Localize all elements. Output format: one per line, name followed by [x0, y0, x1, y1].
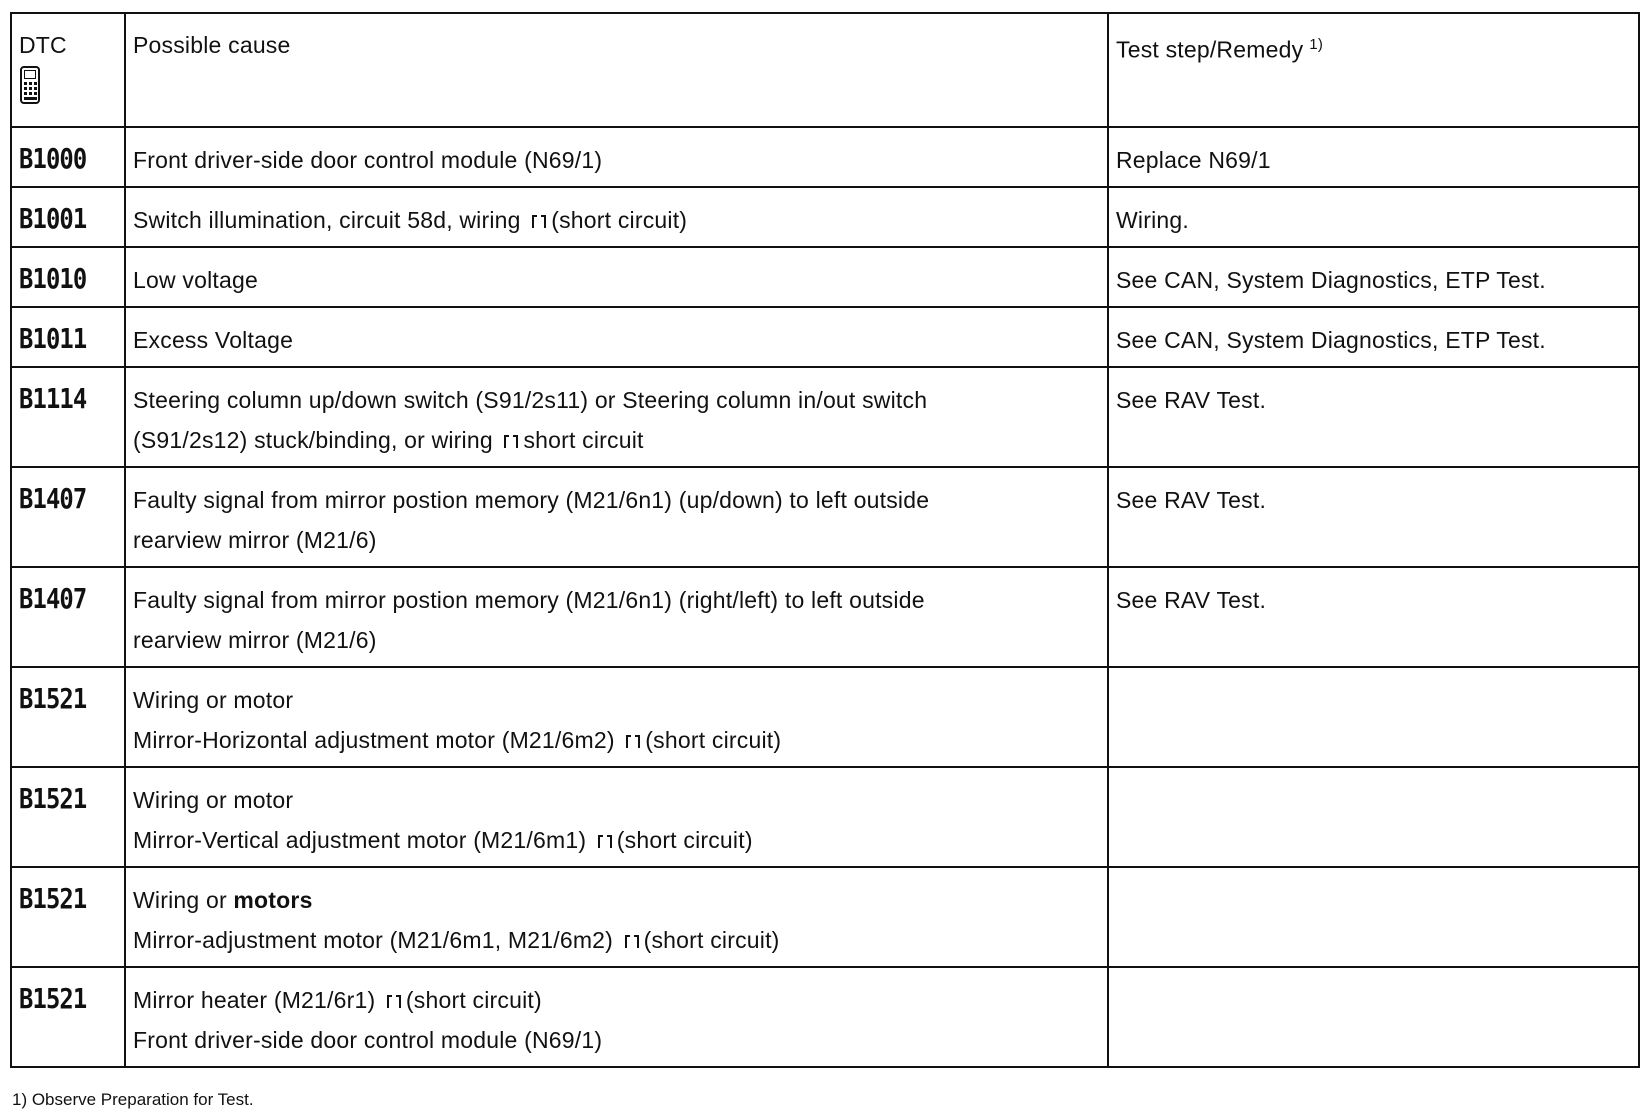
- cause-line: [133, 920, 1100, 960]
- remedy-cell: [1108, 767, 1639, 867]
- dtc-cell: [11, 867, 125, 967]
- remedy-text: Replace N69/1: [1116, 147, 1271, 173]
- header-dtc: [11, 13, 125, 127]
- diagnostic-tester-icon: [19, 66, 41, 104]
- table-row: [11, 467, 1639, 567]
- table-row: [11, 367, 1639, 467]
- table-row: [11, 667, 1639, 767]
- cause-text: Mirror-Horizontal adjustment motor (M21/6m2): [133, 727, 622, 753]
- cause-line: [133, 480, 1100, 520]
- remedy-cell: [1108, 367, 1639, 467]
- table-row: [11, 307, 1639, 367]
- remedy-cell: [1108, 187, 1639, 247]
- footnote: 1) Observe Preparation for Test.: [12, 1090, 254, 1109]
- cause-suffix-text: (short circuit): [551, 207, 688, 233]
- remedy-text: See CAN, System Diagnostics, ETP Test.: [1116, 327, 1546, 353]
- header-remedy-label: Test step/Remedy: [1116, 36, 1304, 63]
- dtc-cell: [11, 767, 125, 867]
- remedy-text: See RAV Test.: [1116, 487, 1267, 513]
- cause-text: Wiring or motor: [133, 787, 294, 813]
- possible-cause-cell: [125, 367, 1108, 467]
- cause-suffix-text: (short circuit): [645, 727, 782, 753]
- cause-text: (S91/2s12) stuck/binding, or wiring: [133, 427, 500, 453]
- cause-line: [133, 380, 1100, 420]
- cause-text: Low voltage: [133, 267, 258, 293]
- cause-text: Faulty signal from mirror postion memory (M21/6n1) (up/down) to left outside: [133, 487, 930, 513]
- dtc-code: B1001: [19, 202, 87, 235]
- possible-cause-cell: [125, 867, 1108, 967]
- cause-suffix-text: (short circuit): [643, 927, 780, 953]
- remedy-cell: [1108, 307, 1639, 367]
- table-row: [11, 967, 1639, 1067]
- table-row: [11, 247, 1639, 307]
- cause-bold-text: motors: [233, 887, 313, 913]
- dtc-code: B1114: [19, 382, 87, 415]
- possible-cause-cell: [125, 467, 1108, 567]
- short-circuit-symbol-icon: [503, 434, 519, 448]
- dtc-code: B1407: [19, 482, 87, 515]
- dtc-cell: [11, 187, 125, 247]
- cause-line: [133, 720, 1100, 760]
- dtc-cell: [11, 967, 125, 1067]
- cause-line: [133, 200, 1100, 240]
- cause-text: Faulty signal from mirror postion memory (M21/6n1) (right/left) to left outside: [133, 587, 925, 613]
- cause-text: rearview mirror (M21/6): [133, 527, 377, 553]
- cause-line: [133, 780, 1100, 820]
- dtc-cell: [11, 667, 125, 767]
- remedy-cell: [1108, 567, 1639, 667]
- footnote-mark: 1): [1309, 36, 1324, 53]
- table-row: [11, 767, 1639, 867]
- cause-text: Excess Voltage: [133, 327, 294, 353]
- cause-text: Steering column up/down switch (S91/2s11) or Steering column in/out switch: [133, 387, 928, 413]
- remedy-cell: [1108, 247, 1639, 307]
- table-row: [11, 127, 1639, 187]
- table-row: [11, 567, 1639, 667]
- remedy-cell: [1108, 967, 1639, 1067]
- dtc-code: B1521: [19, 782, 87, 815]
- dtc-cell: [11, 307, 125, 367]
- cause-line: [133, 880, 1100, 920]
- possible-cause-cell: [125, 307, 1108, 367]
- dtc-code: B1521: [19, 682, 87, 715]
- remedy-cell: [1108, 127, 1639, 187]
- cause-text: Wiring or motor: [133, 687, 294, 713]
- remedy-cell: [1108, 467, 1639, 567]
- short-circuit-symbol-icon: [597, 834, 613, 848]
- dtc-cell: [11, 367, 125, 467]
- cause-text: Mirror-adjustment motor (M21/6m1, M21/6m2): [133, 927, 620, 953]
- table-header-row: [11, 13, 1639, 127]
- remedy-text: See RAV Test.: [1116, 587, 1267, 613]
- dtc-cell: [11, 247, 125, 307]
- cause-text: Mirror heater (M21/6r1): [133, 987, 382, 1013]
- dtc-cell: [11, 127, 125, 187]
- possible-cause-cell: [125, 187, 1108, 247]
- cause-line: [133, 260, 1100, 300]
- cause-line: [133, 520, 1100, 560]
- possible-cause-cell: [125, 567, 1108, 667]
- possible-cause-cell: [125, 127, 1108, 187]
- header-possible-cause: [125, 13, 1108, 127]
- possible-cause-cell: [125, 767, 1108, 867]
- cause-suffix-text: (short circuit): [616, 827, 753, 853]
- dtc-code: B1521: [19, 882, 87, 915]
- cause-line: [133, 420, 1100, 460]
- cause-line: [133, 820, 1100, 860]
- remedy-cell: [1108, 867, 1639, 967]
- cause-suffix-text: (short circuit): [405, 987, 542, 1013]
- cause-line: [133, 320, 1100, 360]
- cause-text: Wiring or: [133, 887, 234, 913]
- possible-cause-cell: [125, 247, 1108, 307]
- dtc-code: B1011: [19, 322, 87, 355]
- cause-text: rearview mirror (M21/6): [133, 627, 377, 653]
- short-circuit-symbol-icon: [625, 734, 641, 748]
- cause-suffix-text: short circuit: [523, 427, 644, 453]
- remedy-text: See CAN, System Diagnostics, ETP Test.: [1116, 267, 1546, 293]
- short-circuit-symbol-icon: [624, 934, 640, 948]
- cause-line: [133, 680, 1100, 720]
- dtc-code: B1010: [19, 262, 87, 295]
- cause-text: Mirror-Vertical adjustment motor (M21/6m1): [133, 827, 593, 853]
- dtc-cell: [11, 567, 125, 667]
- cause-text: Switch illumination, circuit 58d, wiring: [133, 207, 528, 233]
- header-dtc-label: DTC: [19, 32, 67, 58]
- table-row: [11, 867, 1639, 967]
- dtc-cell: [11, 467, 125, 567]
- table-row: [11, 187, 1639, 247]
- cause-line: [133, 620, 1100, 660]
- header-possible-cause-label: Possible cause: [133, 32, 291, 58]
- cause-line: [133, 580, 1100, 620]
- possible-cause-cell: [125, 667, 1108, 767]
- cause-text: Front driver-side door control module (N69/1): [133, 1027, 603, 1053]
- cause-line: [133, 140, 1100, 180]
- remedy-text: Wiring.: [1116, 207, 1189, 233]
- short-circuit-symbol-icon: [531, 214, 547, 228]
- short-circuit-symbol-icon: [386, 994, 402, 1008]
- dtc-code: B1407: [19, 582, 87, 615]
- remedy-text: See RAV Test.: [1116, 387, 1267, 413]
- dtc-code: B1000: [19, 142, 87, 175]
- table-body: [11, 127, 1639, 1067]
- cause-line: [133, 980, 1100, 1020]
- cause-line: [133, 1020, 1100, 1060]
- possible-cause-cell: [125, 967, 1108, 1067]
- remedy-cell: [1108, 667, 1639, 767]
- dtc-table: [10, 12, 1640, 1068]
- dtc-code: B1521: [19, 982, 87, 1015]
- cause-text: Front driver-side door control module (N69/1): [133, 147, 603, 173]
- header-remedy: [1108, 13, 1639, 127]
